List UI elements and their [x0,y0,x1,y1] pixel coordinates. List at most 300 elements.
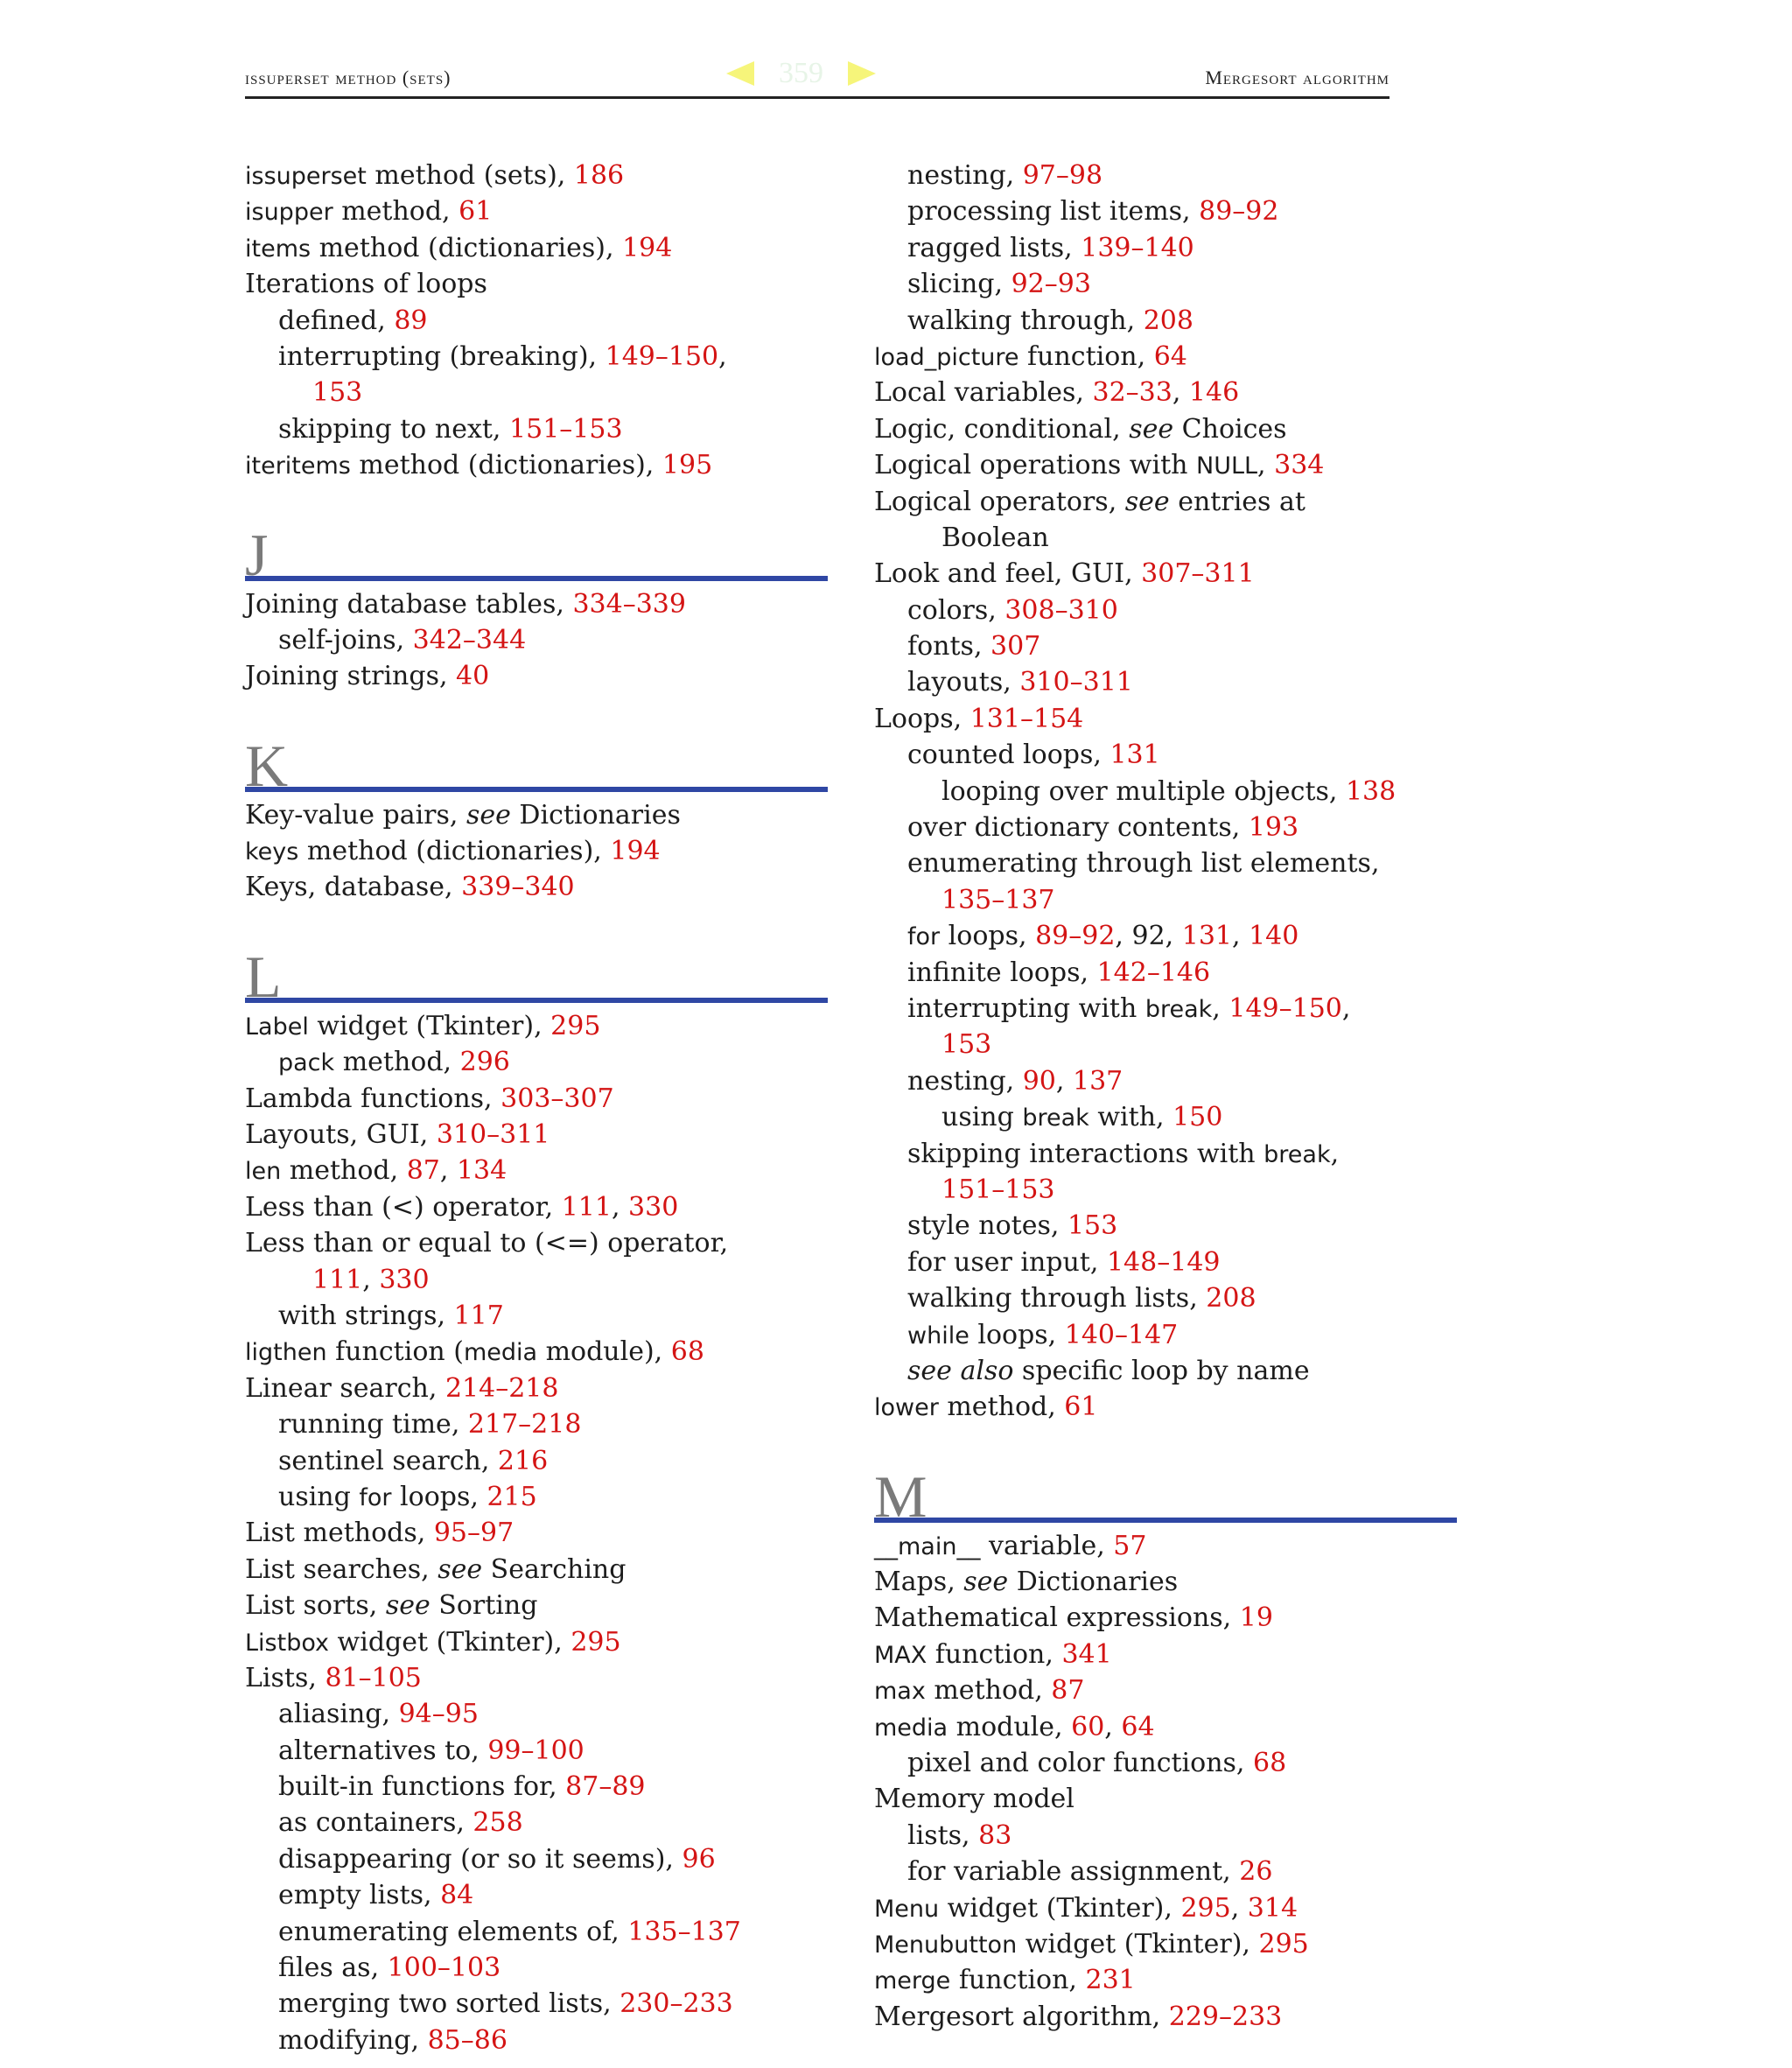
index-entry [245,1588,831,1623]
entry-text: , [1232,921,1250,952]
index-subentry [874,520,1460,556]
index-entry [245,1552,831,1588]
index-subentry [245,2022,831,2058]
code-term: for [907,923,941,951]
entry-text: function, [950,1965,1086,1996]
index-entry [874,1564,1460,1600]
entry-text: module), [537,1336,671,1368]
page-reference-link[interactable]: 153 [312,377,363,409]
index-entry [245,586,831,622]
entry-text: method (sets), [366,160,574,191]
entry-text: style notes, [907,1210,1068,1242]
index-entry [874,1637,1460,1672]
page-reference-link[interactable]: 92–93 [1011,269,1091,300]
section-divider [245,576,828,581]
page-reference-link[interactable]: 99–100 [487,1735,584,1766]
entry-text: defined, [278,305,395,336]
code-term: ligthen [245,1339,327,1367]
entry-text: Less than or equal to (<=) operator, [245,1228,729,1259]
entry-text: , [1257,450,1275,481]
page-reference-link[interactable]: 150 [1172,1102,1223,1133]
header-first-entry: issuperset method (sets) [245,67,452,88]
index-subentry [874,193,1460,229]
index-subentry [874,1280,1460,1316]
index-subentry [874,955,1460,991]
index-subentry [245,1443,831,1479]
index-subentry [874,1027,1460,1062]
entry-text: Layouts, GUI, [245,1119,437,1151]
entry-text: , [1104,1711,1122,1742]
page-reference-link[interactable]: 19 [1239,1602,1273,1634]
page-reference-link[interactable]: 330 [628,1191,679,1223]
page-reference-link[interactable]: 60 [1071,1711,1105,1742]
entry-text: Dictionaries [510,799,681,831]
page-reference-link[interactable]: 307 [990,631,1041,662]
index-subentry [874,1063,1460,1099]
entry-text: Logic, conditional, [874,413,1130,445]
entry-text: , [362,1264,380,1295]
index-subentry [245,1696,831,1732]
page-reference-link[interactable]: 341 [1061,1638,1112,1670]
page-reference-link[interactable]: 194 [610,836,661,867]
page-reference-link[interactable]: 310–311 [1019,667,1133,698]
index-subentry [874,1136,1460,1172]
index-entry [245,447,831,483]
section-letter-k [245,732,831,799]
entry-text: as containers, [278,1807,473,1839]
running-header [245,57,1390,99]
index-entry [245,266,831,302]
entry-text: alternatives to, [278,1735,488,1766]
page-reference-link[interactable]: 95–97 [433,1518,514,1549]
entry-text: interrupting with [907,992,1145,1024]
page-reference-link[interactable]: 314 [1247,1892,1298,1924]
page-reference-link[interactable]: 151–153 [509,413,623,445]
page-reference-link[interactable]: 134 [456,1155,508,1187]
page-reference-link[interactable]: 214–218 [444,1372,559,1404]
entry-text: disappearing (or so it seems), [278,1843,682,1875]
page-reference-link[interactable]: 138 [1345,775,1396,807]
index-subentry [245,1986,831,2022]
page-reference-link[interactable]: 148–149 [1106,1246,1221,1278]
entry-text: function, [1018,340,1154,372]
index-subentry [245,1298,831,1334]
index-subentry [874,158,1460,193]
index-subentry [245,1769,831,1805]
index-subentry [245,1262,831,1298]
index-subentry [245,1914,831,1950]
page-reference-link[interactable]: 84 [440,1880,474,1911]
index-entry [874,1890,1460,1926]
page-reference-link[interactable]: 131 [1181,921,1233,952]
code-term: pack [278,1049,335,1077]
index-entry [245,658,831,694]
index-entry [245,869,831,905]
entry-text: Boolean [942,522,1049,553]
section-letter-l [245,943,831,1010]
section-letter: M [874,1462,928,1530]
entry-text: over dictionary contents, [907,812,1249,844]
cross-reference-label: see [438,1553,483,1585]
index-entry [245,1153,831,1188]
entry-text: nesting, [907,1065,1023,1097]
index-subentry [874,1244,1460,1280]
code-term: load_picture [874,343,1019,371]
page-reference-link[interactable]: 330 [379,1264,430,1295]
index-subentry [874,882,1460,918]
entry-text: widget (Tkinter), [1017,1928,1259,1959]
code-term: merge [874,1967,951,1995]
code-term: media [874,1714,948,1742]
index-entry [874,1528,1460,1564]
entry-text: Loops, [874,703,970,734]
code-term: for [359,1483,392,1511]
entry-text: Keys, database, [245,872,462,903]
entry-text: with, [1088,1102,1173,1133]
entry-text: variable, [980,1530,1114,1561]
entry-text: Lambda functions, [245,1083,501,1114]
page-reference-link[interactable]: 342–344 [412,624,527,655]
index-entry [245,1117,831,1153]
index-entry [874,1600,1460,1636]
entry-text: loops, [940,921,1036,952]
page-reference-link[interactable]: 87 [1051,1675,1085,1707]
section-letter: K [245,732,289,799]
index-subentry [874,774,1460,810]
index-subentry [874,1208,1460,1244]
index-entry [874,1389,1460,1425]
index-entry [874,556,1460,592]
code-term: Listbox [245,1629,330,1657]
entry-text: method (dictionaries), [298,836,611,867]
arrow-right-icon[interactable] [848,61,876,86]
entry-text: entries at [1169,486,1306,517]
page-nav [726,53,876,95]
code-term: break [1264,1140,1331,1168]
code-term: media [463,1339,538,1367]
index-entry [874,1999,1460,2035]
entry-text: Choices [1173,413,1287,445]
entry-text: using [942,1102,1023,1133]
index-entry [874,375,1460,410]
entry-text: module, [948,1711,1072,1742]
entry-text: colors, [907,594,1005,626]
page-reference-link[interactable]: 111 [312,1264,363,1295]
page-reference-link[interactable]: 26 [1239,1856,1273,1888]
entry-text: List methods, [245,1518,434,1549]
entry-text: files as, [278,1952,388,1984]
entry-text: counted loops, [907,740,1110,771]
page-reference-link[interactable]: 146 [1188,377,1240,409]
code-term: MAX [874,1641,928,1669]
entry-text: method (dictionaries), [311,232,623,263]
page-reference-link[interactable]: 296 [459,1047,510,1078]
entry-text: method, [938,1392,1065,1423]
entry-text: nesting, [907,160,1023,191]
page-reference-link[interactable]: 111 [561,1191,612,1223]
entry-text: , [718,340,727,372]
entry-text: interrupting (breaking), [278,340,606,372]
page-reference-link[interactable]: 68 [670,1336,704,1368]
entry-text: , [1230,1892,1248,1924]
index-entry [245,193,831,229]
index-subentry [874,592,1460,628]
index-subentry [874,991,1460,1027]
code-term: Label [245,1013,309,1041]
entry-text: Less than (<) operator, [245,1191,562,1223]
entry-text: loops, [969,1319,1065,1350]
entry-text: function, [927,1638,1062,1670]
entry-text: walking through, [907,305,1144,336]
page-reference-link[interactable]: 229–233 [1168,2001,1283,2032]
entry-text: self-joins, [278,624,413,655]
page-reference-link[interactable]: 295 [1258,1928,1309,1959]
entry-text: , [1055,1065,1073,1097]
code-term: Menu [874,1895,940,1923]
index-subentry [874,737,1460,773]
page-reference-link[interactable]: 149–150 [605,340,719,372]
cross-reference-label: see [466,799,511,831]
entry-text: , [439,1155,457,1187]
index-subentry [874,1854,1460,1889]
page-reference-link[interactable]: 57 [1113,1530,1147,1561]
page-reference-link[interactable]: 193 [1248,812,1299,844]
page-reference-link[interactable]: 230–233 [620,1988,733,2020]
code-term: break [1022,1104,1089,1132]
index-subentry [245,303,831,339]
entry-text: enumerating through list elements, [907,848,1380,880]
section-letter-j [245,521,831,588]
page-reference-link[interactable]: 131 [1110,740,1160,771]
index-subentry [874,628,1460,664]
entry-text: Look and feel, GUI, [874,558,1142,590]
entry-text: Key-value pairs, [245,799,466,831]
index-entry [245,1660,831,1696]
index-entry [874,1781,1460,1817]
page-reference-link[interactable]: 140 [1249,921,1299,952]
page-reference-link[interactable]: 32–33 [1092,377,1172,409]
index-entry [874,701,1460,737]
page-reference-link[interactable]: 94–95 [398,1699,479,1730]
entry-text: pixel and color functions, [907,1748,1253,1779]
page-reference-link[interactable]: 307–311 [1141,558,1255,590]
entry-text: Local variables, [874,377,1093,409]
page-reference-link[interactable]: 303–307 [500,1083,614,1114]
index-subentry [874,266,1460,302]
cross-reference-label: see [1129,413,1174,445]
index-entry [874,1962,1460,1998]
page-reference-link[interactable]: 153 [1067,1210,1118,1242]
entry-text: , [1330,1138,1340,1169]
entry-text: layouts, [907,667,1020,698]
entry-text: specific loop by name [1013,1355,1310,1386]
page-reference-link[interactable]: 87 [406,1155,440,1187]
entry-text: widget (Tkinter), [308,1010,551,1041]
index-entry [245,797,831,833]
entry-text: Linear search, [245,1372,445,1404]
index-entry [874,447,1460,483]
page-reference-link[interactable]: 151–153 [942,1174,1055,1205]
page-reference-link[interactable]: 85–86 [427,2024,508,2056]
page-reference-link[interactable]: 295 [550,1010,601,1041]
page-reference-link[interactable]: 137 [1072,1065,1124,1097]
entry-text: Mergesort algorithm, [874,2001,1169,2032]
code-term: max [874,1678,926,1706]
index-subentry [245,1841,831,1877]
index-subentry [245,1877,831,1913]
entry-text: running time, [278,1409,468,1441]
page-reference-link[interactable]: 139–140 [1081,232,1194,263]
page-reference-link[interactable]: 61 [458,196,493,228]
page-reference-link[interactable]: 68 [1253,1748,1287,1779]
index-entry [874,1672,1460,1708]
entry-text: Memory model [874,1784,1074,1815]
entry-text: aliasing, [278,1699,399,1730]
page-reference-link[interactable]: 334 [1274,450,1325,481]
index-entry [874,411,1460,447]
page-reference-link[interactable]: 334–339 [572,588,686,620]
entry-text: Logical operators, [874,486,1125,517]
index-entry [245,1008,831,1044]
entry-text: Sorting [430,1590,538,1622]
page-reference-link[interactable]: 217–218 [467,1409,582,1441]
page-reference-link[interactable]: 83 [978,1819,1012,1851]
entry-text: for user input, [907,1246,1107,1278]
cross-reference-label: see [1124,486,1170,517]
entry-text: List searches, [245,1553,438,1585]
index-subentry [245,622,831,658]
page-reference-link[interactable]: 89 [394,305,428,336]
index-entry [874,1926,1460,1962]
page-reference-link[interactable]: 216 [497,1445,549,1476]
page-reference-link[interactable]: 295 [570,1626,621,1658]
page-reference-link[interactable]: 64 [1121,1711,1155,1742]
entry-text: empty lists, [278,1880,441,1911]
code-term: Menubutton [874,1931,1018,1959]
index-entry [245,230,831,266]
entry-text: lists, [907,1819,979,1851]
entry-text: infinite loops, [907,957,1097,988]
entry-text: looping over multiple objects, [942,775,1346,807]
index-subentry [245,411,831,447]
arrow-left-icon[interactable] [726,61,754,86]
entry-text: Iterations of loops [245,269,487,300]
code-term: while [907,1321,970,1349]
page-reference-link[interactable]: 310–311 [436,1119,550,1151]
entry-text: built-in functions for, [278,1771,566,1803]
page-reference-link[interactable]: 100–103 [387,1952,501,1984]
index-subentry [874,918,1460,954]
index-subentry [245,339,831,375]
section-letter: J [245,521,269,588]
page-reference-link[interactable]: 140–147 [1064,1319,1179,1350]
page-reference-link[interactable]: 97–98 [1022,160,1103,191]
page-reference-link[interactable]: 231 [1085,1965,1136,1996]
page-reference-link[interactable]: 87–89 [565,1771,646,1803]
code-term: keys [245,838,299,866]
page-reference-link[interactable]: 153 [942,1029,992,1061]
page-reference-link[interactable]: 258 [472,1807,523,1839]
cross-reference-label: see also [907,1355,1014,1386]
page-reference-link[interactable]: 90 [1022,1065,1056,1097]
entry-text: method (dictionaries), [350,450,662,481]
code-term: len [245,1158,282,1186]
page-reference-link[interactable]: 117 [453,1300,504,1331]
entry-text: Logical operations with [874,450,1196,481]
page-reference-link[interactable]: 308–310 [1004,594,1118,626]
entry-text: List sorts, [245,1590,386,1622]
page-reference-link[interactable]: 215 [486,1481,537,1512]
index-subentry [874,845,1460,881]
page-reference-link[interactable]: 96 [682,1843,716,1875]
page-reference-link[interactable]: 186 [573,160,625,191]
index-subentry [874,1317,1460,1353]
page-reference-link[interactable]: 89–92 [1035,921,1116,952]
section-letter-m [874,1462,1460,1530]
page-reference-link[interactable]: 195 [662,450,713,481]
code-term: lower [874,1394,939,1422]
index-subentry [874,1172,1460,1208]
entry-text: fonts, [907,631,991,662]
entry-text: skipping to next, [278,413,510,445]
entry-text: , [1172,377,1189,409]
index-column-right [874,158,1460,2035]
entry-text: Searching [482,1553,626,1585]
section-divider [874,1518,1457,1523]
entry-text: widget (Tkinter), [939,1892,1181,1924]
entry-text: walking through lists, [907,1283,1207,1314]
page-reference-link[interactable]: 81–105 [325,1662,422,1693]
index-subentry [874,1353,1460,1389]
page-reference-link[interactable]: 208 [1206,1283,1256,1314]
entry-text: Mathematical expressions, [874,1602,1240,1634]
index-subentry [245,375,831,410]
page-reference-link[interactable]: 89–92 [1199,196,1279,228]
page-reference-link[interactable]: 64 [1153,340,1187,372]
entry-text: method, [334,1047,460,1078]
page-reference-link[interactable]: 339–340 [461,872,575,903]
page-reference-link[interactable]: 40 [456,661,490,692]
page-reference-link[interactable]: 208 [1143,305,1194,336]
entry-text: ragged lists, [907,232,1082,263]
entry-text: method, [281,1155,407,1187]
page-reference-link[interactable]: 135–137 [627,1916,741,1947]
index-entry [245,1624,831,1660]
index-subentry [874,1745,1460,1781]
index-entry [874,339,1460,375]
entry-text: for variable assignment, [907,1856,1240,1888]
page-reference-link[interactable]: 295 [1180,1892,1231,1924]
page-reference-link[interactable]: 61 [1064,1392,1098,1423]
page-reference-link[interactable]: 149–150 [1228,992,1342,1024]
page-reference-link[interactable]: 142–146 [1096,957,1211,988]
entry-text: method, [332,196,459,228]
section-divider [245,998,828,1003]
index-entry [874,1709,1460,1745]
section-divider [245,787,828,792]
entry-text: method, [925,1675,1052,1707]
code-term: NULL [1196,452,1258,480]
code-term: items [245,235,312,263]
page-reference-link[interactable]: 135–137 [942,884,1055,915]
page-reference-link[interactable]: 194 [622,232,673,263]
entry-text: processing list items, [907,196,1200,228]
page-reference-link[interactable]: 131–154 [970,703,1084,734]
entry-text: Joining strings, [245,661,457,692]
entry-text: widget (Tkinter), [329,1626,571,1658]
index-subentry [874,1818,1460,1854]
index-entry [245,1189,831,1225]
